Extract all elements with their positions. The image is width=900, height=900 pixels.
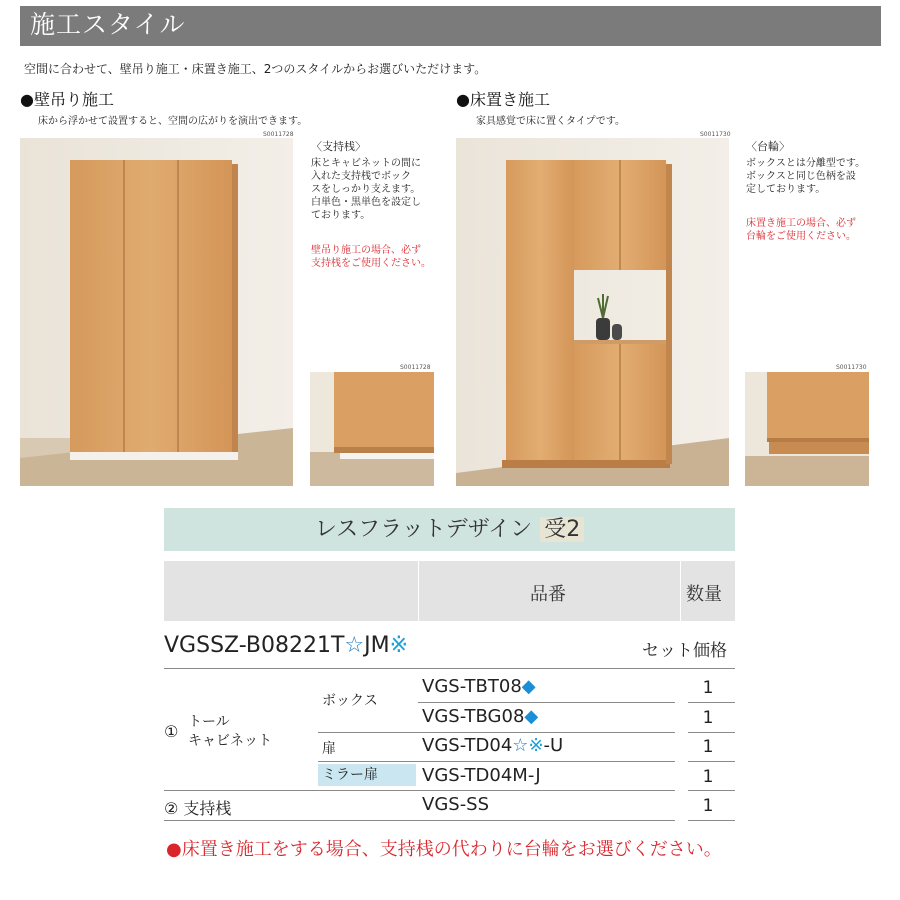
- row-divider: [318, 761, 675, 762]
- sub-label-box: ボックス: [322, 693, 378, 709]
- photo-code: S0011730: [700, 131, 731, 138]
- section-desc-floor: 家具感覚で床に置くタイプです。: [476, 116, 625, 127]
- quantity-cell: 1: [702, 796, 714, 816]
- note-title-plinth: 〈台輪〉: [746, 140, 790, 153]
- note-body-plinth: ボックスとは分離型です。 ボックスと同じ色柄を設 定しております。: [746, 158, 866, 195]
- quantity-cell: 1: [702, 678, 714, 698]
- section-heading-wall: ●壁吊り施工: [20, 90, 114, 109]
- quantity-cell: 1: [702, 708, 714, 728]
- detail-photo-code: S0011728: [400, 364, 431, 371]
- detail-photo-code: S0011730: [836, 364, 867, 371]
- set-model-number: VGSSZ-B08221T☆JM※: [164, 633, 409, 658]
- group1-name-line2: キャビネット: [188, 733, 272, 749]
- quantity-cell: 1: [702, 737, 714, 757]
- order-tag: 受2: [540, 517, 584, 542]
- group1-number: ①: [164, 722, 179, 741]
- table-header: [164, 561, 735, 621]
- note-warning-plinth: 床置き施工の場合、必ず 台輪をご使用ください。: [746, 218, 856, 242]
- column-header-part-number: 品番: [530, 584, 566, 605]
- floor-standing-cabinet-photo: [456, 138, 729, 486]
- quantity-cell: 1: [702, 767, 714, 787]
- note-warning-support: 壁吊り施工の場合、必ず 支持桟をご使用ください。: [311, 245, 431, 269]
- row-divider: [688, 820, 735, 821]
- footer-warning: ●床置き施工をする場合、支持桟の代わりに台輪をお選びください。: [166, 839, 722, 860]
- set-price-label: セット価格: [642, 641, 727, 661]
- row-divider: [164, 820, 675, 821]
- row-divider: [418, 702, 675, 703]
- plinth-detail-photo: [745, 372, 869, 486]
- part-number-row: VGS-TD04☆※-U: [422, 735, 564, 756]
- row-divider: [164, 668, 735, 669]
- intro-text: 空間に合わせて、壁吊り施工・床置き施工、2つのスタイルからお選びいただけます。: [24, 62, 487, 76]
- page-title: 施工スタイル: [30, 10, 186, 39]
- part-number-row: VGS-TBG08◆: [422, 706, 539, 727]
- part-number-row: VGS-TBT08◆: [422, 676, 536, 697]
- sub-label-mirror-door: ミラー扉: [318, 764, 416, 786]
- table-title: [164, 508, 735, 551]
- section-heading-floor: ●床置き施工: [456, 90, 550, 109]
- note-body-support: 床とキャビネットの間に 入れた支持桟でボック スをしっかり支えます。 白単色・黒単色を設定し ております。: [311, 158, 421, 221]
- row-divider: [164, 790, 675, 791]
- header-divider: [680, 561, 681, 621]
- row-divider: [688, 732, 735, 733]
- row-divider: [688, 702, 735, 703]
- wall-hung-cabinet-photo: [20, 138, 293, 486]
- column-header-quantity: 数量: [686, 584, 722, 605]
- support-rail-detail-photo: [310, 372, 434, 486]
- note-title-support: 〈支持桟〉: [311, 140, 366, 153]
- series-name: レスフラットデザイン: [314, 517, 533, 542]
- header-divider: [418, 561, 419, 621]
- section-desc-wall: 床から浮かせて設置すると、空間の広がりを演出できます。: [38, 116, 308, 127]
- part-number-row: VGS-TD04M-J: [422, 765, 541, 786]
- row-divider: [318, 732, 675, 733]
- photo-code: S0011728: [263, 131, 294, 138]
- group1-name-line1: トール: [188, 714, 230, 730]
- group2-label: ② 支持桟: [164, 799, 232, 818]
- sub-label-door: 扉: [322, 741, 336, 757]
- part-number-row: VGS-SS: [422, 794, 490, 815]
- row-divider: [688, 761, 735, 762]
- row-divider: [688, 790, 735, 791]
